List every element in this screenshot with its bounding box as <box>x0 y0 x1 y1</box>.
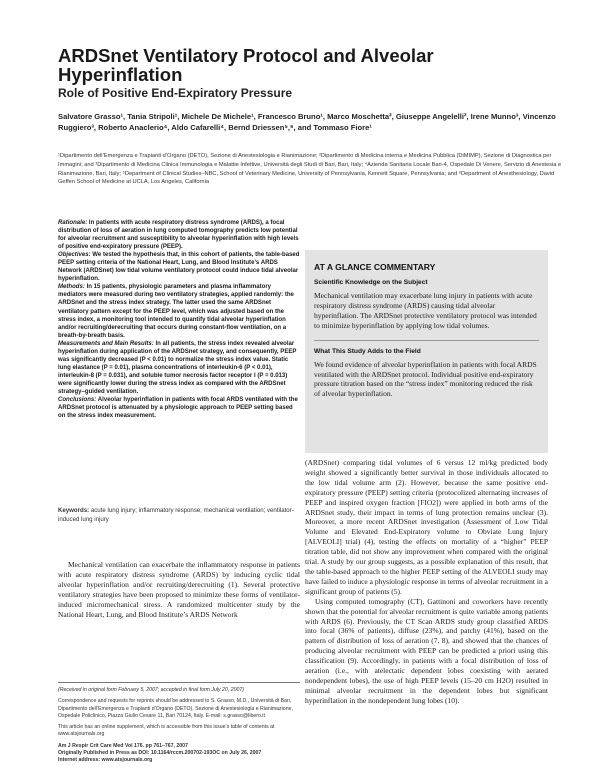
correspondence-note: Correspondence and requests for reprints should be addressed to S. Grasso, M.D., Università di Bari, Dipartimento dell’Emergenza e Trapianti d’Organo (DETO), Sezione di Anestesiologia e Rianimazione, Ospedale Policlinico, Piazza Giulio Cesare 11, Bari 70124, Italy. E-mail: s.grasso@libero.it <box>58 698 293 719</box>
supplement-note: This article has an online supplement, which is accessible from this issue’s table of contents at www.atsjournals.org <box>58 724 275 738</box>
body-paragraph-2: Using computed tomography (CT), Gattinoni and coworkers have recently shown that the potential for alveolar recruitment is quite variable among patients with ARDS (6). Previously, the CT Scan ARDS study group classified ARDS into focal (36% of patients), diffuse (23%), and patchy (41%), based on the pattern of distribution of loss of aeration (7, 8), and showed that the chances of producing alveolar recruitment with PEEP can be predicted a priori using this classification (9). Accordingly, in patients with a focal distribution of loss of aeration (i.e., with atelectatic dependent lobes coexisting with aerated nondependent lobes), the use of high PEEP levels (15–20 cm H2O) resulted in minimal alveolar recruitment in the dependent lobes but significant hyperinflation in the nondependent lung lobes (10). <box>305 596 548 705</box>
abstract-methods <box>58 283 300 339</box>
glance-heading: AT A GLANCE COMMENTARY <box>314 262 436 272</box>
citation-line: Am J Respir Crit Care Med Vol 176. pp 761–767, 2007 <box>58 742 188 749</box>
methods-text: In 15 patients, physiologic parameters and plasma inflammatory mediators were measured during two ventilatory strategies, applied randomly: the ARDSnet and the stress index strategy. The latter used the same ARDSnet ventilatory pattern except for the PEEP level, which was adjusted based on the stress index, a monitoring tool intended to quantify tidal alveolar hyperinflation and/or recruiting/derecruiting that occurs during constant-flow ventilation, on a breath-by-breath basis. <box>58 284 294 339</box>
objectives-label: Objectives: <box>58 252 91 259</box>
objectives-text: We tested the hypothesis that, in this cohort of patients, the table-based PEEP setting criteria of the National Heart, Lung, and Blood Institute’s ARDS Network (ARDSnet) low tidal volume ventilatory protocol could induce tidal alveolar hyperinflation. <box>58 252 300 283</box>
rationale-label: Rationale: <box>58 220 88 226</box>
doi-line: Originally Published in Press as DOI: 10.1164/rccm.200702-193OC on July 26, 2007 <box>58 750 262 757</box>
results-text: In all patients, the stress index revealed alveolar hyperinflation during application of the ARDSnet strategy, and consequently, PEEP was significantly decreased (P < 0.01) to normalize the stress index value. Static lung elastance (P = 0.01), plasma concentrations of interleukin-6 (P < 0.01), interleukin-8 (P = 0.031), and soluble tumor necrosis factor receptor I (P = 0.013) were significantly lower during the stress index as compared with the ARDSnet strategy–guided ventilation. <box>58 340 297 395</box>
article-title: ARDSnet Ventilatory Protocol and Alveolar Hyperinflation <box>58 45 434 85</box>
at-a-glance-box <box>305 250 548 453</box>
abstract-objectives <box>58 251 300 283</box>
results-label: Measurements and Main Results: <box>58 340 154 347</box>
keywords-text: acute lung injury; inflammatory response; mechanical ventilation; ventilator-induced lung injury <box>58 507 294 523</box>
rationale-text: In patients with acute respiratory distress syndrome (ARDS), a focal distribution of loss of aeration in lung computed tomography predicts low potential for alveolar recruitment and susceptibility to alveolar hyperinflation with high levels of positive end-expiratory pressure (PEEP). <box>58 220 299 251</box>
affiliations: ¹Dipartimento dell’Emergenza e Trapianti d’Organo (DETO), Sezione di Anestesiologia e Rianimazione; ²Dipartimento di Medicina interna e Medicina Pubblica (DiMIMP), Sezione di Diagnostica per Immagini; and ³Dipartimento di Medicina Clinica Immunologia e Malattie Infettive, Università degli Studi di Bari, Bari, Italy; ⁴Azienda Sanitaria Locale Bari-4, Ospedale Di Venere, Servizio di Anestesia e Rianimazione, Bari, Italy; ⁵Department of Clinical Studies–NBC, School of Veterinary Medicine, University of Pennsylvania, Kennett Square, Pennsylvania; and ⁶Department of Anesthesiology, David Geffen School of Medicine at UCLA, Los Angeles, California <box>58 153 562 186</box>
abstract-results <box>58 340 300 396</box>
glance-text-adds: We found evidence of alveolar hyperinflation in patients with focal ARDS ventilated with the ARDSnet protocol. Individual positive end-expiratory pressure titration based on the “stress index” monitoring reduced the risk of alveolar hyperinflation. <box>314 359 537 399</box>
glance-subheading-knowledge: Scientific Knowledge on the Subject <box>314 279 428 286</box>
body-paragraph-1: (ARDSnet) comparing tidal volumes of 6 versus 12 ml/kg predicted body weight showed a significantly better survival in those individuals allocated to the low tidal volume arm (2). However, because the same positive end-expiratory pressure (PEEP) setting criteria (protocolized alternating increases of PEEP and inspired oxygen fraction [FIO2]) were applied in both arms of the ARDSnet study, their impact in terms of lung protection remains unclear (3). Moreover, a more recent ARDSnet investigation (Assessment of Low Tidal Volume and Elevated End-Expiratory volume to Obviate Lung Injury [ALVEOLI] trial) (4), testing the effects on mortality of a “higher” PEEP titration table, did not show any improvement when compared with the original trial. A study by our group suggests, as a possible explanation of this result, that the table-based approach to the higher PEEP setting of the ALVEOLI study may have failed to induce a physiologic response in terms of alveolar recruitment in a significant group of patients (5). <box>305 458 548 596</box>
glance-divider <box>314 340 539 341</box>
conclusions-text: Alveolar hyperinflation in patients with focal ARDS ventilated with the ARDSnet protocol is attenuated by a physiologic approach to PEEP setting based on the stress index measurement. <box>58 397 298 420</box>
abstract-rationale <box>58 219 300 251</box>
conclusions-label: Conclusions: <box>58 397 97 404</box>
keywords-label: Keywords: <box>58 507 90 514</box>
author-list: Salvatore Grasso¹, Tania Stripoli¹, Michele De Michele¹, Francesco Bruno¹, Marco Moschetta², Giuseppe Angelelli², Irene Munno³, Vincenzo Ruggiero³, Roberto Anaclerio⁴, Aldo Cafarelli⁴, Bernd Driessen⁵,⁶, and Tommaso Fiore¹ <box>58 112 556 133</box>
methods-label: Methods: <box>58 284 85 291</box>
glance-text-knowledge: Mechanical ventilation may exacerbate lung injury in patients with acute respiratory distress syndrome (ARDS) causing tidal alveolar hyperinflation. The ARDSnet protective ventilatory protocol was intended to minimize hyperinflation by applying low tidal volumes. <box>314 291 537 330</box>
abstract-conclusions <box>58 396 300 420</box>
glance-subheading-adds: What This Study Adds to the Field <box>314 347 421 355</box>
article-subtitle: Role of Positive End-Expiratory Pressure <box>58 86 293 100</box>
body-column-right <box>305 458 548 706</box>
internet-line: Internet address: www.atsjournals.org <box>58 757 153 764</box>
intro-paragraph: Mechanical ventilation can exacerbate the inflammatory response in patients with acute respiratory distress syndrome (ARDS) by inducing cyclic tidal alveolar hyperinflation and/or recruiting/derecruiting (1). Several protective ventilatory strategies have been proposed to minimize these forms of ventilator-induced micromechanical stress. A randomized multicenter study by the National Heart, Lung, and Blood Institute’s ARDS Network <box>58 560 300 619</box>
abstract <box>58 219 300 420</box>
footnotes <box>58 682 300 765</box>
keywords <box>58 507 300 524</box>
received-note: (Received in original form February 5, 2007; accepted in final form July 20, 2007) <box>58 687 244 693</box>
